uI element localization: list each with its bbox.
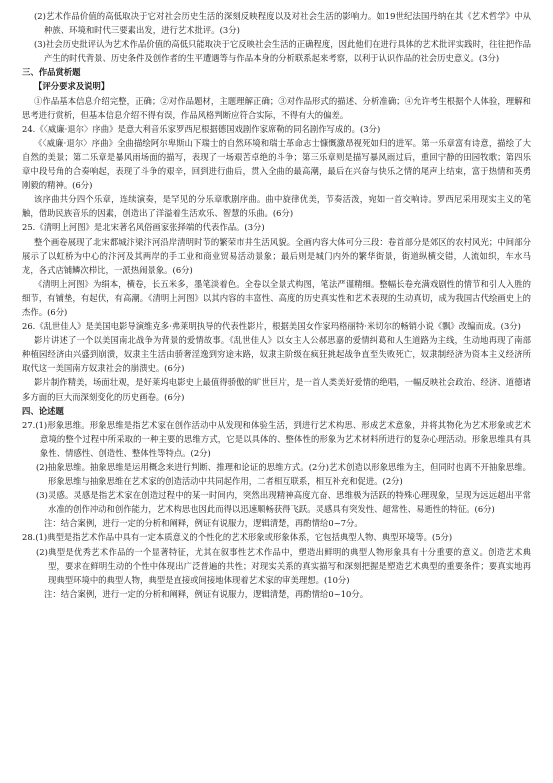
scoring-requirements-text: ①作品基本信息介绍完整，正确；②对作品题材，主题理解正确；③对作品形式的描述、分析准确；④允许考生根据个人体验，理解和思考进行赏析，但基本信息介绍不得有误，作品风格判断应符合实际，不得有大的偏差。 xyxy=(22,95,531,120)
answer-24-intro: 24.《〈威廉·退尔〉序曲》是意大利音乐家罗西尼根据德国戏剧作家席勒的同名剧作写成的。(3分) xyxy=(22,123,381,134)
answer-23-part-3: (3)社会历史批评认为艺术作品价值的高低只能取决于它反映社会生活的正确程度，因此他们在进行具体的艺术批评实践时，往往把作品产生的时代背景、历史条件及创作者的生平遭遇等与作品本身的分析联系起来考察，以利于认识作品的社会历史意义。(3分) xyxy=(34,39,531,64)
section-heading-essay: 四、论述题 xyxy=(22,405,64,416)
answer-26-intro: 26.《乱世佳人》是美国电影导演维克多·弗莱明执导的代表性影片，根据美国女作家玛格丽特·米切尔的畅销小说《飘》改编而成。(3分) xyxy=(22,321,521,332)
answer-27-part-1: 27.(1)形象思维。形象思维是指艺术家在创作活动中从发现和体验生活，到进行艺术构思、形成艺术意象，并将其物化为艺术形象或艺术意境的整个过程中所采取的一种主要的思维方式，它是以具体的、整体性的形象为艺术材料所进行的复杂心理活动。形象思维具有具象性、情感性、创造性、整体性等特点。(2分) xyxy=(22,419,531,458)
answer-26-content: 影片讲述了一个以美国南北战争为背景的爱情故事。《乱世佳人》以女主人公郝思嘉的爱情纠葛和人生道路为主线，生动地再现了南部种植园经济由兴盛到崩溃，奴隶主生活由骄奢淫逸到穷途末路，奴隶主阶级在疯狂挑起战争直至失败死亡，奴隶制经济为资本主义经济所取代这一美国南方奴隶社会的崩溃史。(6分) xyxy=(22,335,531,374)
answer-28-part-2: (2)典型是优秀艺术作品的一个显著特征，尤其在叙事性艺术作品中，塑造出鲜明的典型人物形象具有十分重要的意义。创造艺术典型，要求在鲜明生动的个性中体现出广泛普遍的共性；对现实关系的真实描写和深刻把握是塑造艺术典型的重要条件；要真实地再现典型环境中的典型人物，典型是直接或间接地体现着艺术家的审美理想。(10分) xyxy=(36,546,531,585)
answer-23-part-2: (2)艺术作品价值的高低取决于它对社会历史生活的深刻反映程度以及对社会生活的影响力。如19世纪法国丹纳在其《艺术哲学》中从种族、环境和时代三要素出发，进行艺术批评。(3分) xyxy=(34,11,531,36)
answer-25-content: 整个画卷展现了北宋都城汴梁汴河沿岸清明时节的繁荣市井生活风貌。全画内容大体可分三段：卷首部分是郊区的农村风光；中间部分展示了以虹桥为中心的汴河及其两岸的手工业和商业贸易活动景象；最后则是城门内外的繁华街景，街道纵横交错，人流如织，车水马龙，各式店铺鳞次栉比，一派热闹景象。(6分) xyxy=(22,236,531,275)
section-heading-appreciation: 三、作品赏析题 xyxy=(22,67,81,78)
answer-24-style: 该序曲共分四个乐章，连续演奏，是罕见的分乐章歌剧序曲。曲中旋律优美，节奏活泼，宛如一首交响诗。罗西尼采用现实主义的笔触，借助民族音乐的因素，创造出了洋溢着生活欢乐、智慧的乐曲。(6分) xyxy=(22,194,531,219)
answer-28-part-1: 28.(1)典型是指艺术作品中具有一定本质意义的个性化的艺术形象或形象体系，它包括典型人物、典型环境等。(5分) xyxy=(22,532,453,543)
scoring-requirements-heading: 【评分要求及说明】 xyxy=(34,81,110,92)
answer-27-part-3: (3)灵感。灵感是指艺术家在创造过程中的某一时间内，突然出现精神高度亢奋、思维极为活跃的特殊心理现象，呈现为远远超出平常水准的创作冲动和创作能力，艺术构思也因此而得以迅速顺畅获得飞跃。灵感具有突发性、超常性、易逝性的特征。(6分) xyxy=(36,490,531,515)
answer-27-part-2: (2)抽象思维。抽象思维是运用概念来进行判断、推理和论证的思维方式。(2分)艺术创造以形象思维为主，但同时也离不开抽象思维。形象思维与抽象思维在艺术家的创造活动中共同起作用，二者相互联系，相互补充和促进。(2分) xyxy=(36,462,531,487)
answer-26-style: 影片制作精美，场面壮观，是好莱坞电影史上最值得骄傲的旷世巨片，是一首人类美好爱情的绝唱，一幅反映社会政治、经济、道德诸多方面的巨大而深刻变化的历史画卷。(6分) xyxy=(22,377,531,402)
answer-28-note: 注：结合案例，进行一定的分析和阐释，例证有说服力，逻辑清楚，再酌情给0~10分。 xyxy=(44,588,369,599)
answer-25-intro: 25.《清明上河图》是北宋著名风俗画家张择端的代表作品。(3分) xyxy=(22,222,265,233)
answer-24-content: 《〈威廉·退尔〉序曲》全曲描绘阿尔卑斯山下瑞士的自然环境和瑞士革命志士慷慨激昂视死如归的进军。第一乐章富有诗意，描绘了大自然的美景；第二乐章是暴风雨场面的描写，表现了一场艰苦卓绝的斗争；第三乐章则是描写暴风雨过后，重回宁静的田园牧歌；第四乐章中段号角的合奏响起，表现了斗争的艰辛，回到进行曲后，贯入全曲的最高潮，最后在兴奋与快乐之情的尾声上结束，富于热情和英勇刚毅的精神。(6分) xyxy=(22,137,531,191)
answer-27-note: 注：结合案例，进行一定的分析和阐释，例证有说服力，逻辑清楚，再酌情给0~7分。 xyxy=(44,518,363,529)
answer-25-style: 《清明上河图》为绢本，横卷，长五米多，墨笔淡着色。全卷以全景式构图，笔法严谨精细。整幅长卷充满戏剧性的情节和引人入胜的细节，有铺垫，有起伏，有高潮。《清明上河图》以其内容的丰富性、高度的历史真实性和艺术表现的生动真切，成为我国古代绘画史上的杰作。(6分) xyxy=(22,278,531,317)
